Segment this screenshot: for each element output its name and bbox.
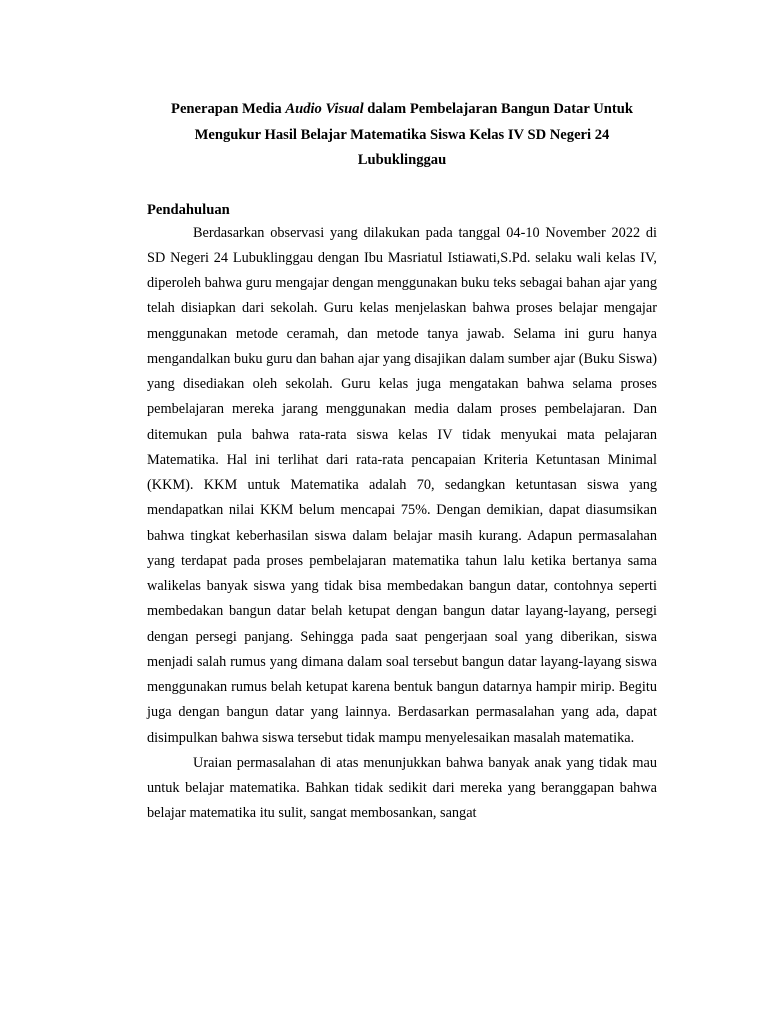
title-italic-term: Audio Visual (285, 101, 364, 117)
document-title (147, 97, 657, 174)
title-part-3: dalam Pembelajaran Bangun Datar Untuk Mengukur Hasil Belajar Matematika Siswa Kelas IV SD Negeri 24 Lubuklinggau (194, 101, 633, 168)
section-heading: Pendahuluan (147, 201, 230, 218)
paragraph-2: Uraian permasalahan di atas menunjukkan bahwa banyak anak yang tidak mau untuk belajar matematika. Bahkan tidak sedikit dari mereka yang beranggapan bahwa belajar matematika itu sulit, sangat membosankan, sangat (147, 754, 657, 822)
document-page (147, 97, 657, 827)
title-part-1: Penerapan Media (171, 101, 286, 117)
paragraph-1: Berdasarkan observasi yang dilakukan pada tanggal 04-10 November 2022 di SD Negeri 24 Lubuklinggau dengan Ibu Masriatul Istiawati,S.Pd. selaku wali kelas IV, diperoleh bahwa guru mengajar dengan menggunakan buku teks sebagai bahan ajar yang telah disiapkan dari sekolah. Guru kelas menjelaskan bahwa proses belajar mengajar menggunakan metode ceramah, dan metode tanya jawab. Selama ini guru hanya mengandalkan buku guru dan bahan ajar yang disajikan dalam sumber ajar (Buku Siswa) yang disediakan oleh sekolah. Guru kelas juga mengatakan bahwa selama proses pembelajaran mereka jarang menggunakan media dalam proses pembelajaran. Dan ditemukan pula bahwa rata-rata siswa kelas IV tidak menyukai mata pelajaran Matematika. Hal ini terlihat dari rata-rata pencapaian Kriteria Ketuntasan Minimal (KKM). KKM untuk Matematika adalah 70, sedangkan ketuntasan siswa yang mendapatkan nilai KKM belum mencapai 75%. Dengan demikian, dapat diasumsikan bahwa tingkat keberhasilan siswa dalam belajar masih kurang. Adapun permasalahan yang terdapat pada proses pembelajaran matematika tahun lalu ketika bertanya sama walikelas banyak siswa yang tidak bisa membedakan bangun datar, contohnya seperti membedakan bangun datar belah ketupat dengan bangun datar layang-layang, persegi dengan persegi panjang. Sehingga pada saat pengerjaan soal yang diberikan, siswa menjadi salah rumus yang dimana dalam soal tersebut bangun datar layang-layang siswa menggunakan rumus belah ketupat karena bentuk bangun datarnya hampir mirip. Begitu juga dengan bangun datar yang lainnya. Berdasarkan permasalahan yang ada, dapat disimpulkan bahwa siswa tersebut tidak mampu menyelesaikan masalah matematika. (147, 224, 657, 746)
